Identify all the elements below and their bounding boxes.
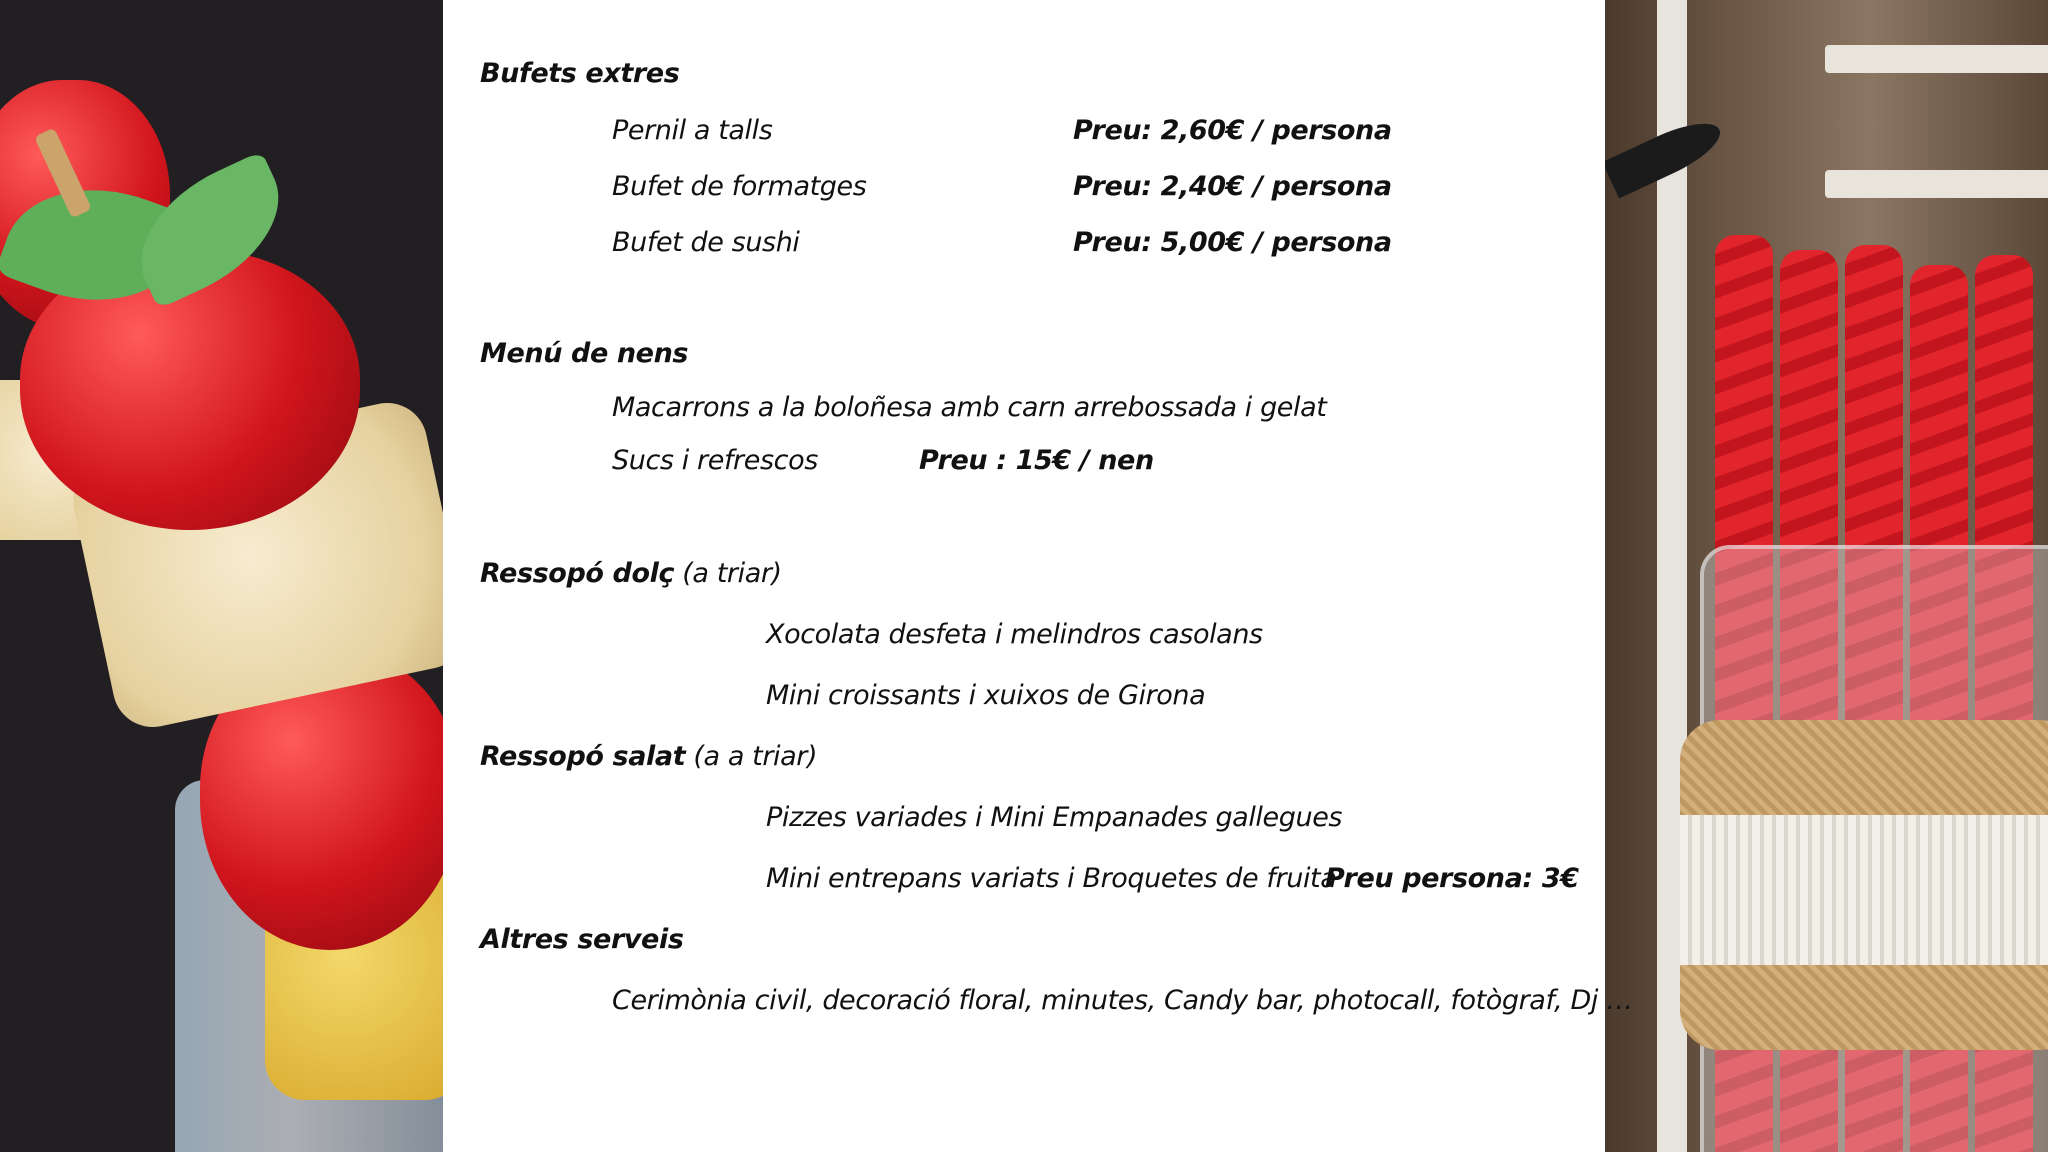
nens-line: Macarrons a la boloñesa amb carn arrebossada i gelat	[612, 392, 1327, 423]
fruit-skewer-photo	[0, 0, 443, 1152]
salat-item: Pizzes variades i Mini Empanades gallegues	[766, 802, 1343, 833]
altres-text: Cerimònia civil, decoració floral, minutes, Candy bar, photocall, fotògraf, Dj …	[612, 985, 1633, 1016]
nens-line: Sucs i refrescos	[612, 445, 818, 476]
dolc-item: Xocolata desfeta i melindros casolans	[766, 619, 1263, 650]
salat-item: Mini entrepans variats i Broquetes de fruita	[766, 863, 1337, 894]
bufet-item-price: Preu: 2,60€ / persona	[1073, 115, 1392, 146]
bufet-item-name: Bufet de formatges	[612, 171, 867, 202]
bufet-item-name: Bufet de sushi	[612, 227, 800, 258]
salat-price: Preu persona: 3€	[1325, 863, 1579, 894]
dolc-title: Ressopó dolç	[480, 558, 675, 589]
section-title-altres: Altres serveis	[480, 924, 684, 955]
bufet-item-name: Pernil a talls	[612, 115, 773, 146]
lace-band	[1680, 815, 2048, 965]
wood-slat	[1825, 170, 2048, 198]
bufet-item-price: Preu: 5,00€ / persona	[1073, 227, 1392, 258]
menu-panel	[443, 0, 1633, 1152]
bufet-item-price: Preu: 2,40€ / persona	[1073, 171, 1392, 202]
salat-note: (a a triar)	[685, 741, 818, 772]
section-title-dolc	[480, 558, 782, 589]
salat-title: Ressopó salat	[480, 741, 686, 772]
nens-price: Preu : 15€ / nen	[919, 445, 1154, 476]
licorice-jar-photo	[1605, 0, 2048, 1152]
section-title-nens: Menú de nens	[480, 338, 689, 369]
section-title-salat	[480, 741, 817, 772]
section-title-bufets: Bufets extres	[480, 58, 680, 89]
wood-slat	[1825, 45, 2048, 73]
dolc-note: (a triar)	[674, 558, 782, 589]
dolc-item: Mini croissants i xuixos de Girona	[766, 680, 1206, 711]
